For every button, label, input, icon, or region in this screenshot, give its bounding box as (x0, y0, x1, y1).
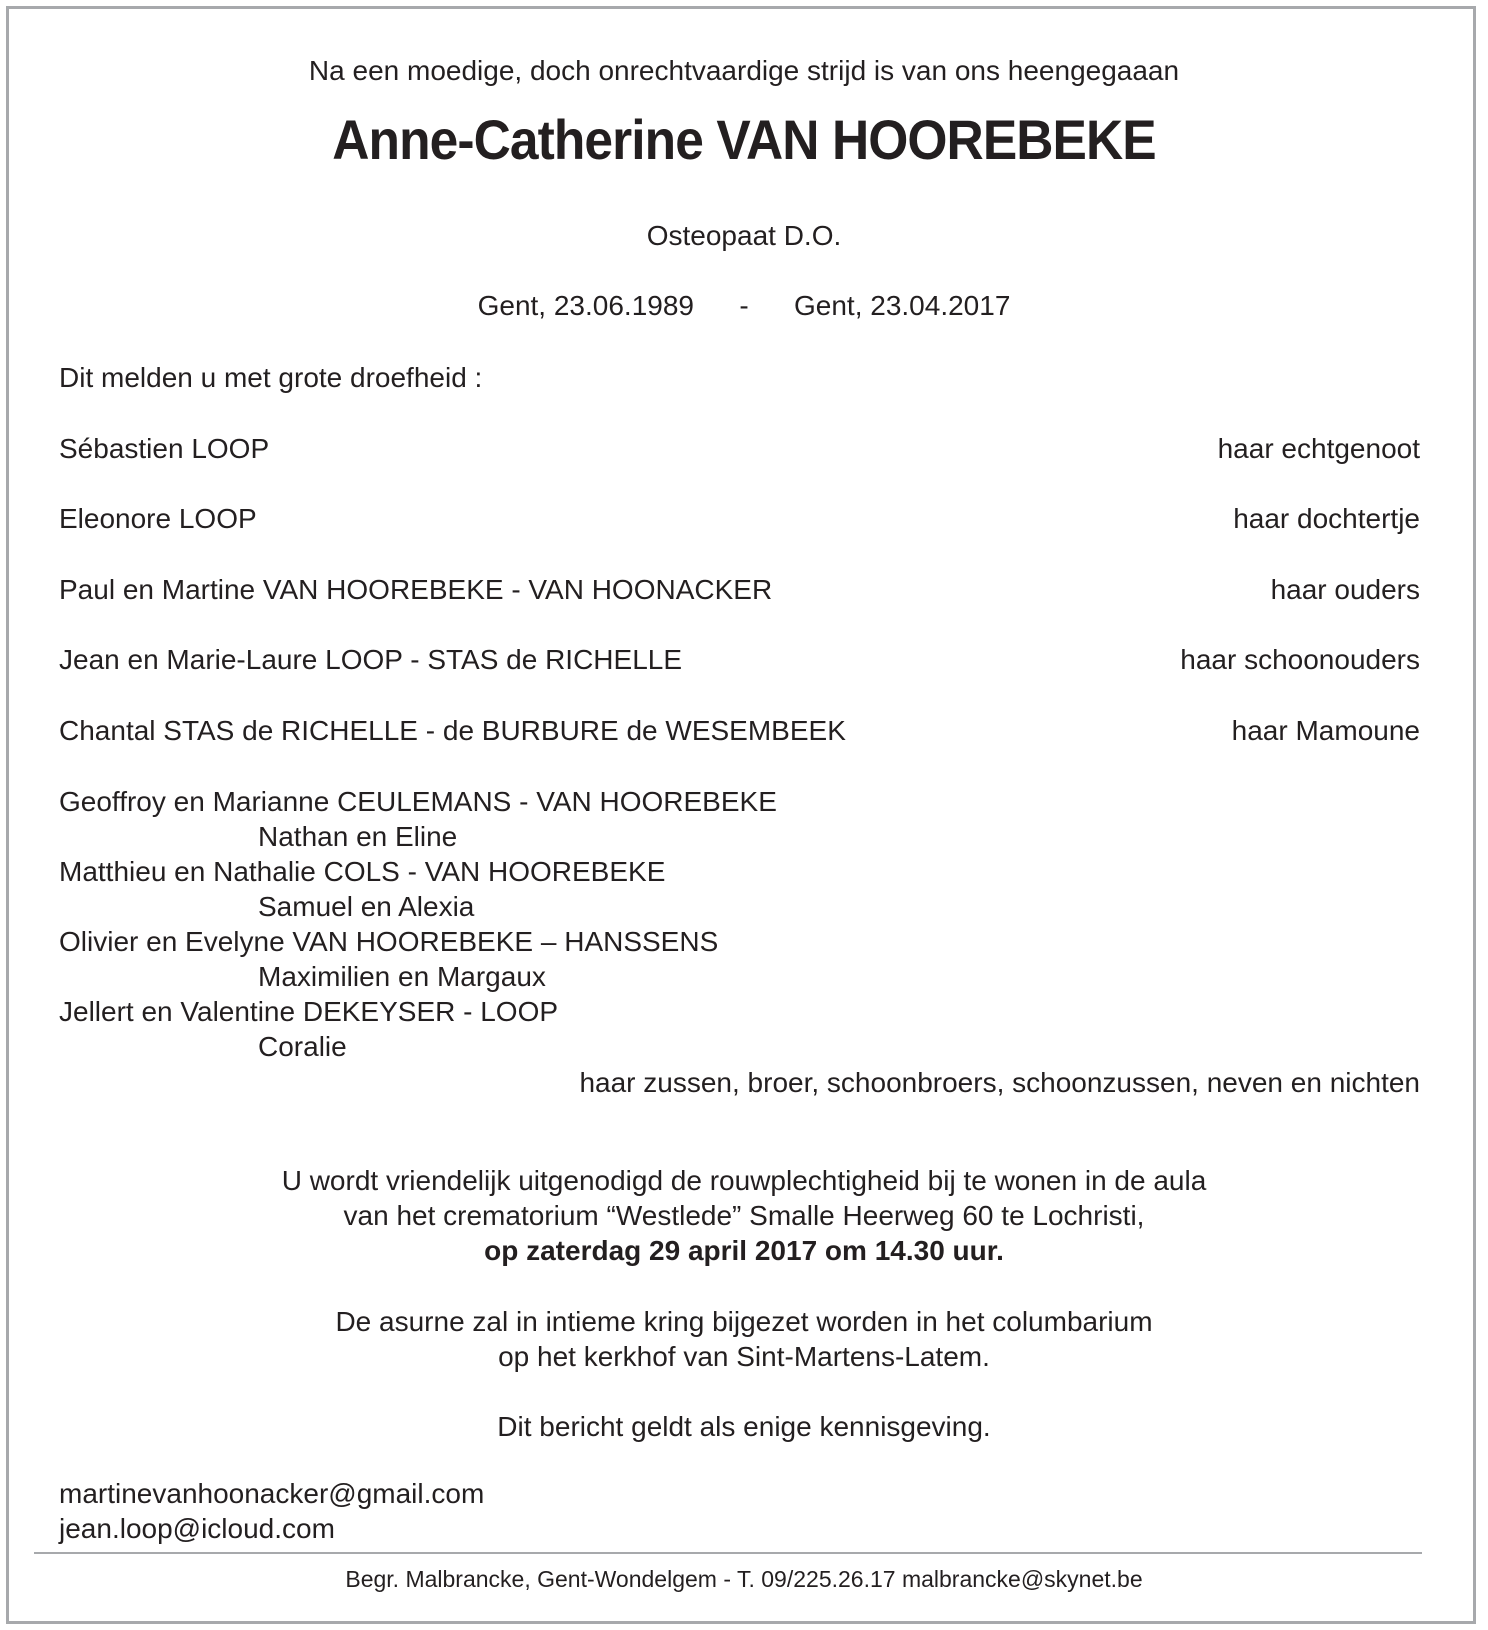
relative-name: Jean en Marie-Laure LOOP - STAS de RICHELLE (59, 644, 683, 675)
life-dates (0, 289, 1488, 323)
date-separator: - (739, 290, 749, 321)
intro-text: Na een moedige, doch onrechtvaardige strijd is van ons heengegaaan (308, 55, 1180, 86)
relative-name: Paul en Martine VAN HOOREBEKE - VAN HOONACKER (59, 574, 773, 605)
sibling-couple: Matthieu en Nathalie COLS - VAN HOOREBEKE (59, 856, 666, 887)
ceremony-date: op zaterdag 29 april 2017 om 14.30 uur. (484, 1235, 1004, 1266)
siblings-relation: haar zussen, broer, schoonbroers, schoonzussen, neven en nichten (579, 1067, 1420, 1098)
urn-line-2: op het kerkhof van Sint-Martens-Latem. (498, 1341, 990, 1372)
ceremony-line-1: U wordt vriendelijk uitgenodigd de rouwplechtigheid bij te wonen in de aula (281, 1165, 1207, 1196)
death-date: Gent, 23.04.2017 (794, 290, 1011, 321)
sibling-couple: Olivier en Evelyne VAN HOOREBEKE – HANSSENS (59, 926, 719, 957)
profession: Osteopaat D.O. (646, 220, 842, 251)
sibling-children: Maximilien en Margaux (258, 961, 546, 992)
divider (34, 1552, 1422, 1554)
sibling-children: Samuel en Alexia (258, 891, 475, 922)
relative-relation: haar schoonouders (1180, 644, 1420, 675)
undertaker-footer: Begr. Malbrancke, Gent-Wondelgem - T. 09/225.26.17 malbrancke@skynet.be (345, 1566, 1143, 1592)
relative-name: Sébastien LOOP (59, 433, 270, 464)
birth-date: Gent, 23.06.1989 (477, 290, 694, 321)
ceremony-line-2: van het crematorium “Westlede” Smalle Heerweg 60 te Lochristi, (343, 1200, 1145, 1231)
relative-relation: haar ouders (1270, 574, 1420, 605)
relative-name: Chantal STAS de RICHELLE - de BURBURE de WESEMBEEK (59, 715, 846, 746)
email-link[interactable]: martinevanhoonacker@gmail.com (59, 1478, 485, 1509)
sibling-children: Nathan en Eline (258, 821, 458, 852)
announcement: Dit melden u met grote droefheid : (59, 362, 483, 393)
urn-line-1: De asurne zal in intieme kring bijgezet worden in het columbarium (335, 1306, 1153, 1337)
sibling-children: Coralie (258, 1031, 347, 1062)
relative-relation: haar echtgenoot (1217, 433, 1420, 464)
relative-relation: haar Mamoune (1231, 715, 1420, 746)
relative-relation: haar dochtertje (1233, 503, 1420, 534)
notice: Dit bericht geldt als enige kennisgeving. (497, 1411, 991, 1442)
sibling-couple: Geoffroy en Marianne CEULEMANS - VAN HOOREBEKE (59, 786, 777, 817)
relative-name: Eleonore LOOP (59, 503, 257, 534)
deceased-name: Anne-Catherine VAN HOOREBEKE (332, 108, 1156, 171)
email-link[interactable]: jean.loop@icloud.com (59, 1513, 335, 1544)
sibling-couple: Jellert en Valentine DEKEYSER - LOOP (59, 996, 559, 1027)
